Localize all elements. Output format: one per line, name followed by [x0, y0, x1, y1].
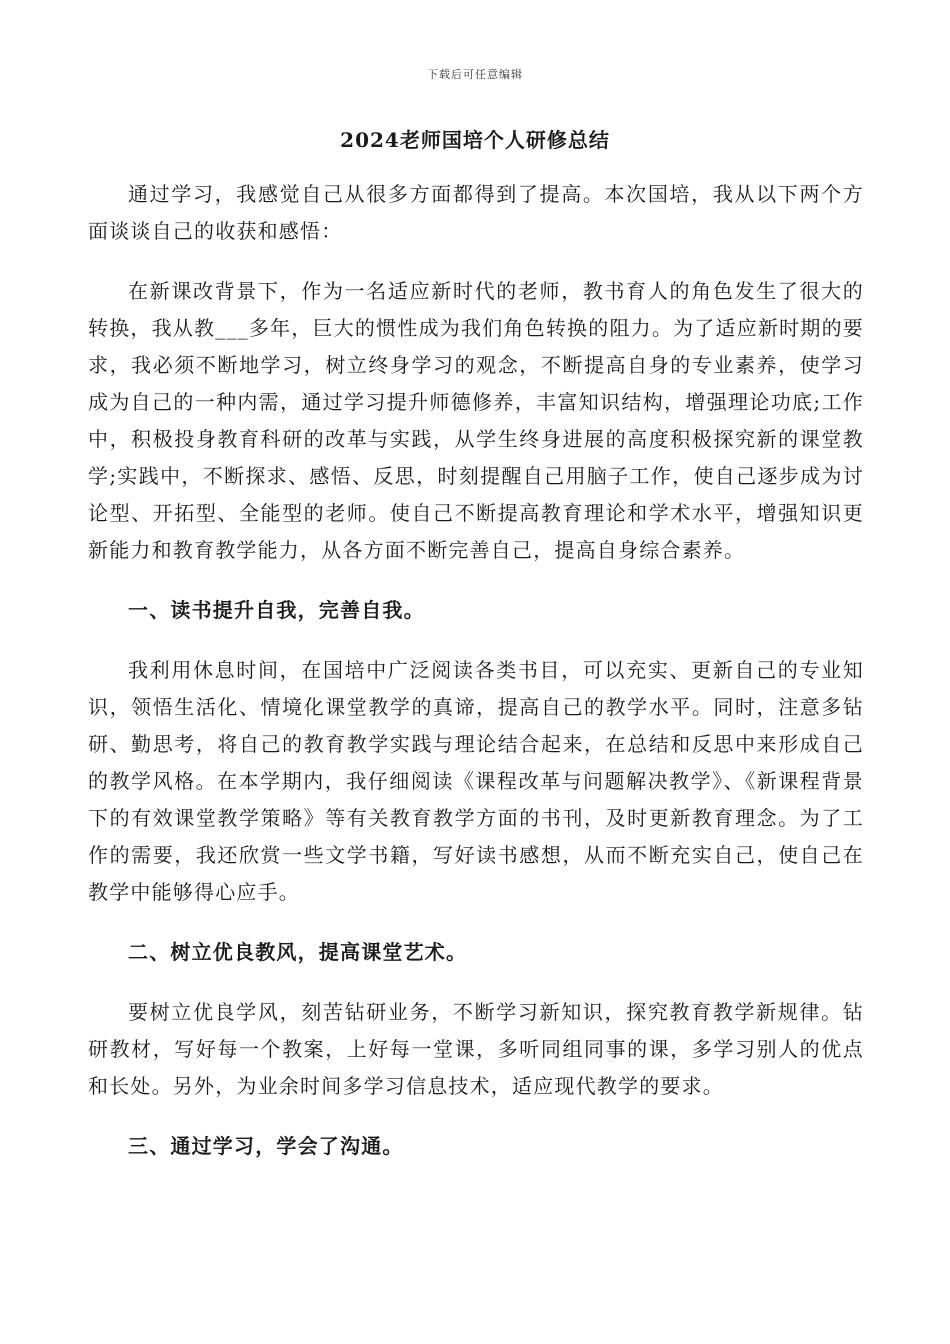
section-1-paragraph: 我利用休息时间，在国培中广泛阅读各类书目，可以充实、更新自己的专业知识，领悟生活化、情境化课堂教学的真谛，提高自己的教学水平。同时，注意多钻研、勤思考，将自己的教育教学实践与理论结合起来，在总结和反思中来形成自己的教学风格。在本学期内，我仔细阅读《课程改革与问题解决教学》、《新课程背景下的有效课堂教学策略》等有关教育教学方面的书刊，及时更新教育理念。为了工作的需要，我还欣赏一些文学书籍，写好读书感想，从而不断充实自己，使自己在教学中能够得心应手。	[88, 658, 864, 904]
intro-paragraph: 通过学习，我感觉自己从很多方面都得到了提高。本次国培，我从以下两个方面谈谈自己的收获和感悟：	[88, 182, 864, 243]
section-2-heading: 二、树立优良教风，提高课堂艺术。	[128, 940, 468, 964]
document-title: 2024老师国培个人研修总结	[340, 128, 610, 152]
header-note: 下载后可任意编辑	[427, 68, 523, 81]
section-2-paragraph: 要树立优良学风，刻苦钻研业务，不断学习新知识，探究教育教学新规律。钻研教材，写好每一个教案，上好每一堂课，多听同组同事的课，多学习别人的优点和长处。另外，为业余时间多学习信息技术，适应现代教学的要求。	[88, 1000, 864, 1098]
section-3-heading: 三、通过学习，学会了沟通。	[128, 1134, 404, 1158]
document-body	[88, 176, 864, 1188]
background-paragraph: 在新课改背景下，作为一名适应新时代的老师，教书育人的角色发生了很大的转换，我从教___多年，巨大的惯性成为我们角色转换的阻力。为了适应新时期的要求，我必须不断地学习，树立终身学习的观念，不断提高自身的专业素养，使学习成为自己的一种内需，通过学习提升师德修养，丰富知识结构，增强理论功底;工作中，积极投身教育科研的改革与实践，从学生终身进展的高度积极探究新的课堂教学;实践中，不断探求、感悟、反思，时刻提醒自己用脑子工作，使自己逐步成为讨论型、开拓型、全能型的老师。使自己不断提高教育理论和学术水平，增强知识更新能力和教育教学能力，从各方面不断完善自己，提高自身综合素养。	[88, 279, 864, 562]
section-1-heading: 一、读书提升自我，完善自我。	[128, 598, 425, 622]
